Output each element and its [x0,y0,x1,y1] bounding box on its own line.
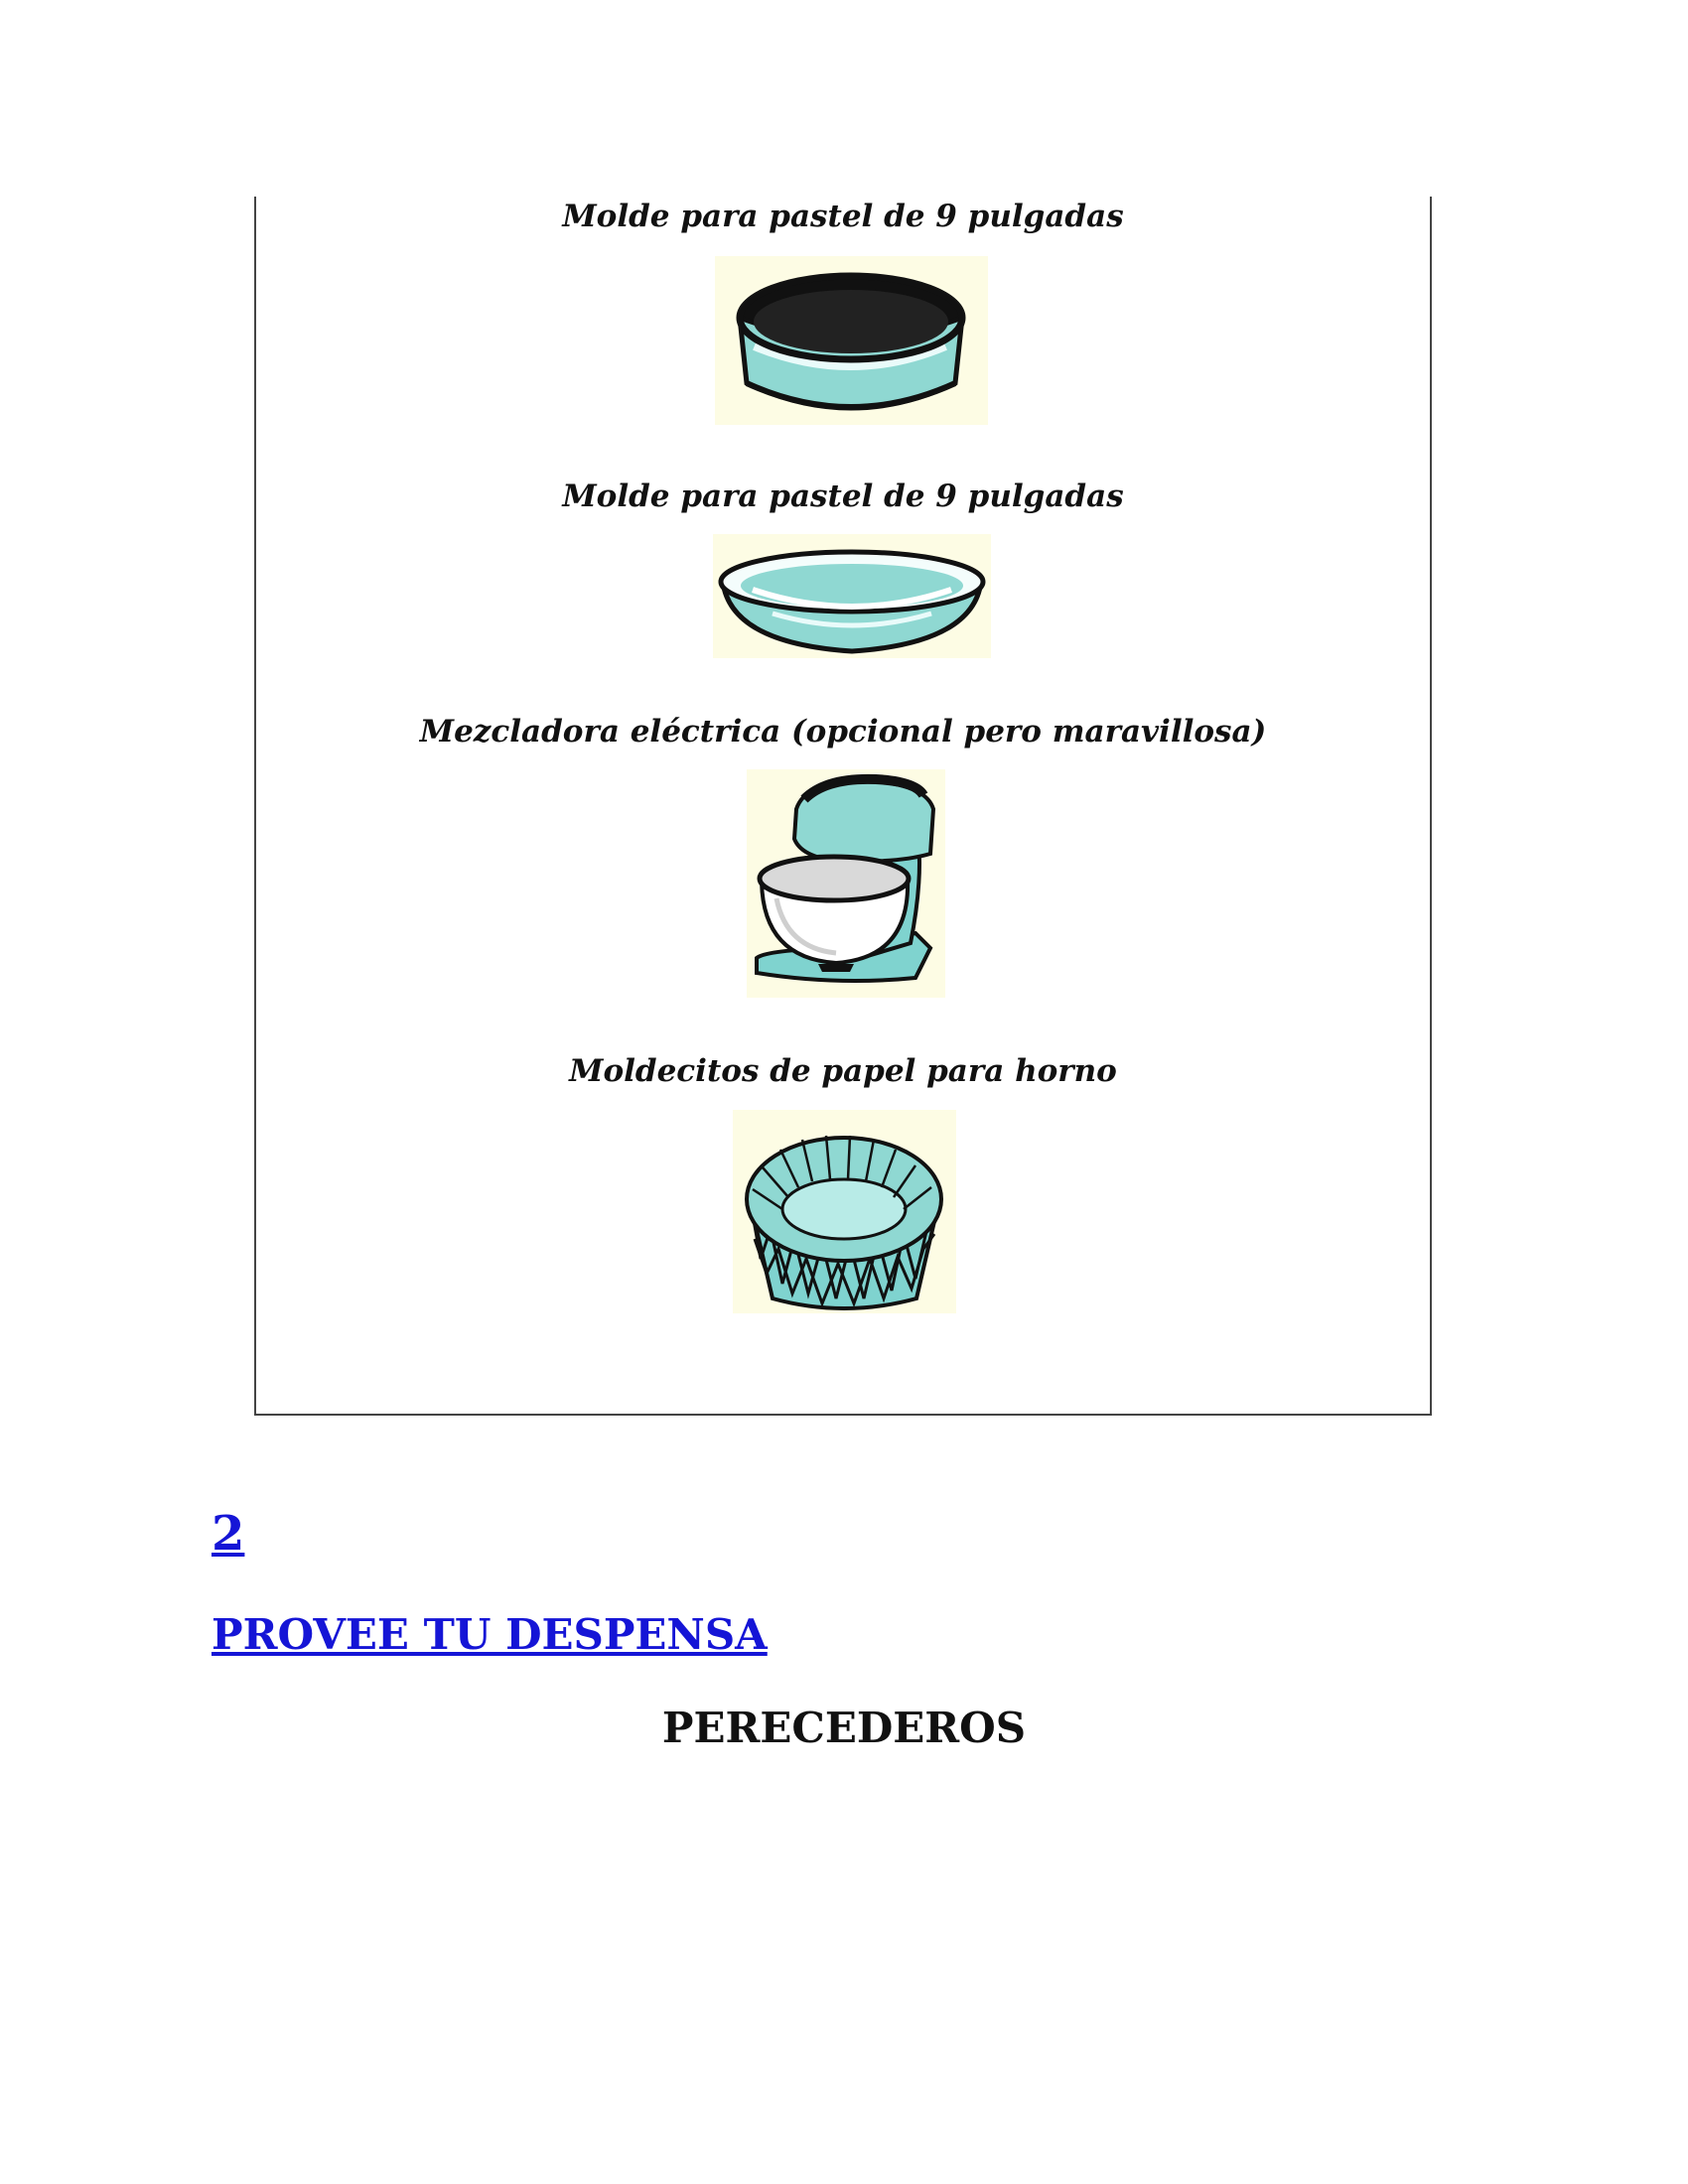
tools-box [254,197,1432,1416]
subheading-perecederos: PERECEDEROS [661,1704,1027,1752]
tool-caption-liners: Moldecitos de papel para horno [569,1053,1117,1089]
pie-pan-icon [713,534,991,658]
section-number-link[interactable]: 2 [211,1506,245,1562]
stand-mixer-icon [747,769,945,998]
section-title-link[interactable]: PROVEE TU DESPENSA [211,1610,768,1659]
tool-caption-pie-pan: Molde para pastel de 9 pulgadas [562,478,1124,514]
tool-caption-mixer: Mezcladora eléctrica (opcional pero maravillosa) [419,714,1267,750]
cake-pan-icon [715,256,988,425]
cupcake-liner-icon [733,1110,956,1313]
tool-caption-cake-pan: Molde para pastel de 9 pulgadas [562,199,1124,234]
